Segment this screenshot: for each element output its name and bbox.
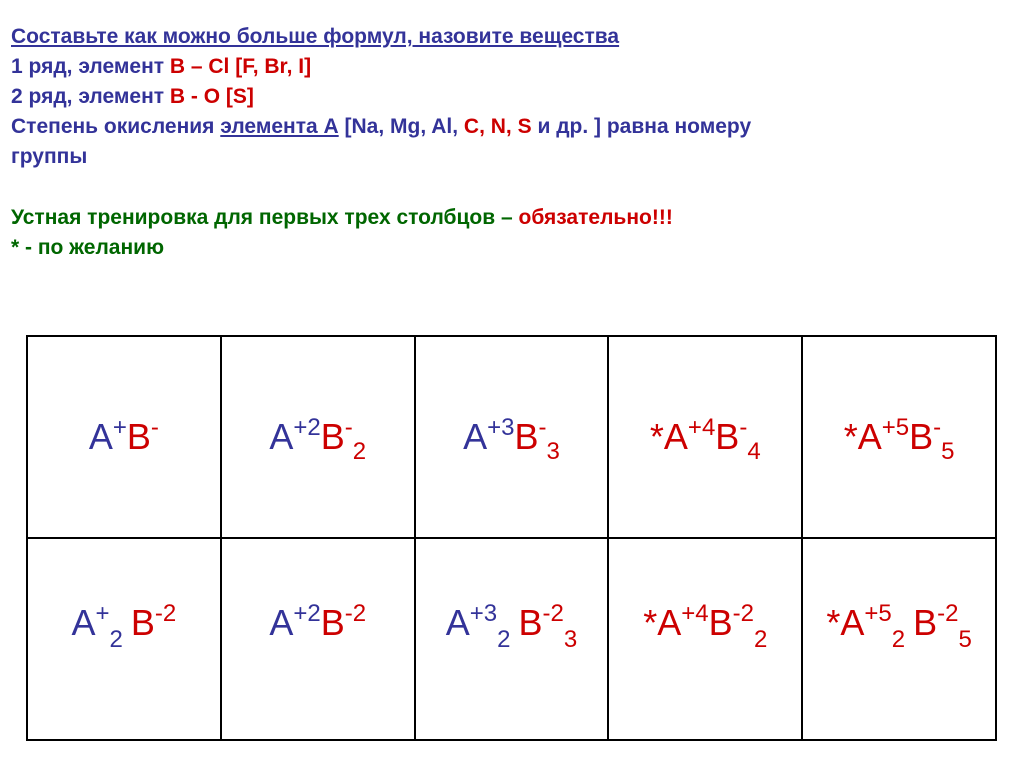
index-b: 2	[753, 626, 768, 653]
element-a-indices	[293, 602, 320, 643]
formula-cell-r2-c2	[221, 538, 415, 740]
oxidation-state-a: +4	[681, 600, 709, 627]
formula	[269, 414, 367, 465]
oxidation-state-a: +3	[469, 600, 498, 627]
element-b: B	[708, 602, 733, 643]
formula-cell-r1-c5	[802, 336, 996, 538]
oxidation-state-b: -2	[154, 600, 177, 627]
formula-cell-r1-c3	[415, 336, 609, 538]
element-a-indices	[864, 600, 906, 653]
formula-cell-r1-c4	[608, 336, 802, 538]
oxidation-state-a: +2	[293, 414, 321, 441]
element-b: B	[126, 416, 151, 457]
oxidation-list-red: C, N, S	[463, 115, 532, 138]
formula-cell-r2-c1	[27, 538, 221, 740]
oxidation-rule	[11, 112, 1016, 142]
formula	[843, 414, 955, 465]
oxidation-state-a: +3	[487, 414, 515, 441]
row1-elements: B – Cl [F, Br, I]	[169, 55, 312, 78]
task-instructions	[11, 22, 1016, 263]
formula-row-1	[27, 336, 996, 538]
element-a: A	[663, 416, 688, 457]
index-a: 2	[497, 626, 511, 653]
oxidation-state-a: +4	[687, 414, 716, 441]
element-b-indices	[937, 600, 972, 653]
element-a: A	[269, 602, 294, 643]
index-b: 2	[352, 438, 367, 465]
element-b-indices	[344, 414, 367, 465]
index-b: 5	[958, 626, 972, 653]
oxidation-state-a: +	[112, 414, 127, 441]
training-note	[11, 203, 1016, 233]
formula-cell-r1-c1	[27, 336, 221, 538]
formula	[649, 414, 761, 465]
oxidation-state-b: -	[150, 414, 159, 441]
oxidation-state-a: +5	[881, 414, 910, 441]
element-a: A	[840, 602, 865, 643]
element-a: A	[71, 602, 96, 643]
formula	[269, 602, 366, 643]
row2-instruction	[11, 82, 1016, 112]
element-a-indices	[681, 602, 708, 643]
oxidation-state-b: -	[739, 414, 748, 441]
element-b-indices	[732, 600, 768, 653]
element-b-indices	[933, 414, 955, 465]
optional-note: * - по желанию	[11, 236, 165, 259]
formula	[71, 600, 177, 653]
index-b: 3	[563, 626, 578, 653]
formula-table-body	[27, 336, 996, 740]
element-b: B	[320, 602, 345, 643]
training-emphasis: обязательно!!!	[518, 206, 673, 229]
formula	[445, 600, 578, 653]
element-b-indices	[542, 600, 578, 653]
element-a-indices	[95, 600, 123, 653]
element-a: A	[269, 416, 294, 457]
element-a: A	[657, 602, 682, 643]
formula-cell-r2-c3	[415, 538, 609, 740]
oxidation-suffix: равна номеру	[601, 115, 752, 138]
element-a: A	[463, 416, 488, 457]
element-b: B	[320, 416, 345, 457]
element-a-indices	[882, 416, 909, 457]
row1-prefix: 1 ряд, элемент	[11, 55, 170, 78]
formula	[826, 600, 972, 653]
element-b-indices	[345, 602, 366, 643]
oxidation-rule-line2: группы	[11, 145, 88, 168]
element-b-indices	[538, 414, 560, 465]
element-a-indices	[688, 416, 715, 457]
index-a: 2	[891, 626, 906, 653]
element-a-indices	[469, 600, 511, 653]
oxidation-prefix: Степень окисления	[11, 115, 221, 138]
index-a: 2	[109, 626, 123, 653]
formula-row-2	[27, 538, 996, 740]
optional-star: *	[643, 602, 658, 643]
oxidation-list-start: [Na, Mg, Al,	[338, 115, 464, 138]
oxidation-state-b: -2	[344, 600, 367, 627]
element-a-indices	[487, 416, 514, 457]
index-b: 3	[546, 438, 560, 465]
index-b: 4	[747, 438, 761, 465]
training-prefix: Устная тренировка для первых трех столбцов –	[11, 206, 519, 229]
formula-cell-r1-c2	[221, 336, 415, 538]
oxidation-state-b: -	[538, 414, 547, 441]
formula-cell-r2-c4	[608, 538, 802, 740]
optional-star: *	[649, 416, 664, 457]
optional-star: *	[843, 416, 858, 457]
index-b: 5	[941, 438, 955, 465]
element-a: A	[445, 602, 470, 643]
oxidation-state-b: -2	[732, 600, 754, 627]
formula	[463, 414, 560, 465]
element-a-indices	[293, 416, 320, 457]
oxidation-state-b: -2	[542, 600, 564, 627]
oxidation-list-more: и др.	[531, 115, 595, 138]
element-a-indices	[113, 416, 127, 457]
element-a: A	[88, 416, 113, 457]
formula-cell-r2-c5	[802, 538, 996, 740]
element-b: B	[518, 602, 543, 643]
element-b: B	[514, 416, 539, 457]
element-b: B	[909, 416, 934, 457]
formula	[89, 416, 159, 457]
optional-star: *	[826, 602, 841, 643]
oxidation-state-b: -2	[937, 600, 959, 627]
element-b-indices	[155, 602, 176, 643]
formula-table	[26, 335, 997, 741]
element-b: B	[130, 602, 155, 643]
element-a-term: элемента А	[220, 115, 339, 138]
spacer	[11, 172, 1016, 203]
element-b: B	[913, 602, 938, 643]
row1-instruction	[11, 52, 1016, 82]
oxidation-state-b: -	[344, 414, 353, 441]
element-b-indices	[739, 414, 761, 465]
oxidation-state-a: +	[95, 600, 110, 627]
oxidation-state-b: -	[933, 414, 942, 441]
oxidation-list-end: ]	[594, 115, 602, 138]
element-b: B	[715, 416, 740, 457]
row2-elements: B - O [S]	[169, 85, 254, 108]
formula	[643, 600, 768, 653]
element-a: A	[857, 416, 882, 457]
row2-prefix: 2 ряд, элемент	[11, 85, 170, 108]
oxidation-state-a: +5	[864, 600, 892, 627]
element-b-indices	[151, 416, 159, 457]
oxidation-state-a: +2	[293, 600, 321, 627]
task-heading: Составьте как можно больше формул, назовите вещества	[11, 25, 620, 48]
